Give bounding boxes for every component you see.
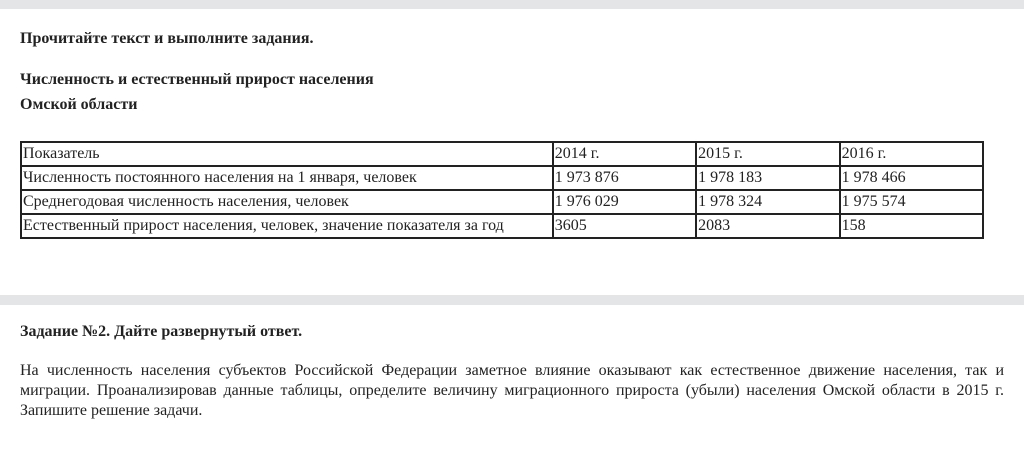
table-title-line-1: Численность и естественный прирост населения: [20, 71, 374, 88]
cell-2015: 1 978 324: [696, 190, 839, 214]
header-2014: 2014 г.: [553, 142, 696, 166]
cell-2016: 1 978 466: [840, 166, 983, 190]
row-label: Численность постоянного населения на 1 января, человек: [21, 166, 553, 190]
header-2015: 2015 г.: [696, 142, 839, 166]
table-row: [21, 166, 983, 190]
table-title: [20, 67, 1004, 117]
header-indicator: Показатель: [21, 142, 553, 166]
table-row: [21, 214, 983, 238]
instruction-text: Прочитайте текст и выполните задания.: [20, 30, 314, 47]
row-label: Естественный прирост населения, человек, значение показателя за год: [21, 214, 553, 238]
task-heading: Задание №2. Дайте развернутый ответ.: [20, 323, 303, 340]
cell-2014: 1 973 876: [553, 166, 696, 190]
cell-2015: 2083: [696, 214, 839, 238]
cell-2014: 3605: [553, 214, 696, 238]
header-2016: 2016 г.: [840, 142, 983, 166]
top-divider-band: [0, 0, 1024, 9]
cell-2016: 158: [840, 214, 983, 238]
table-header-row: [21, 142, 983, 166]
section-divider-band: [0, 295, 1024, 305]
cell-2015: 1 978 183: [696, 166, 839, 190]
task-text: На численность населения субъектов Российской Федерации заметное влияние оказывают как естественное движение населения, так и миграции. Проанализировав данные таблицы, определите величину миграционного прироста (убыли) населения Омской области в 2015 г. Запишите решение задачи.: [20, 362, 1004, 419]
population-table: [20, 141, 984, 239]
table-title-line-2: Омской области: [20, 96, 138, 113]
cell-2014: 1 976 029: [553, 190, 696, 214]
row-label: Среднегодовая численность населения, человек: [21, 190, 553, 214]
cell-2016: 1 975 574: [840, 190, 983, 214]
table-row: [21, 190, 983, 214]
